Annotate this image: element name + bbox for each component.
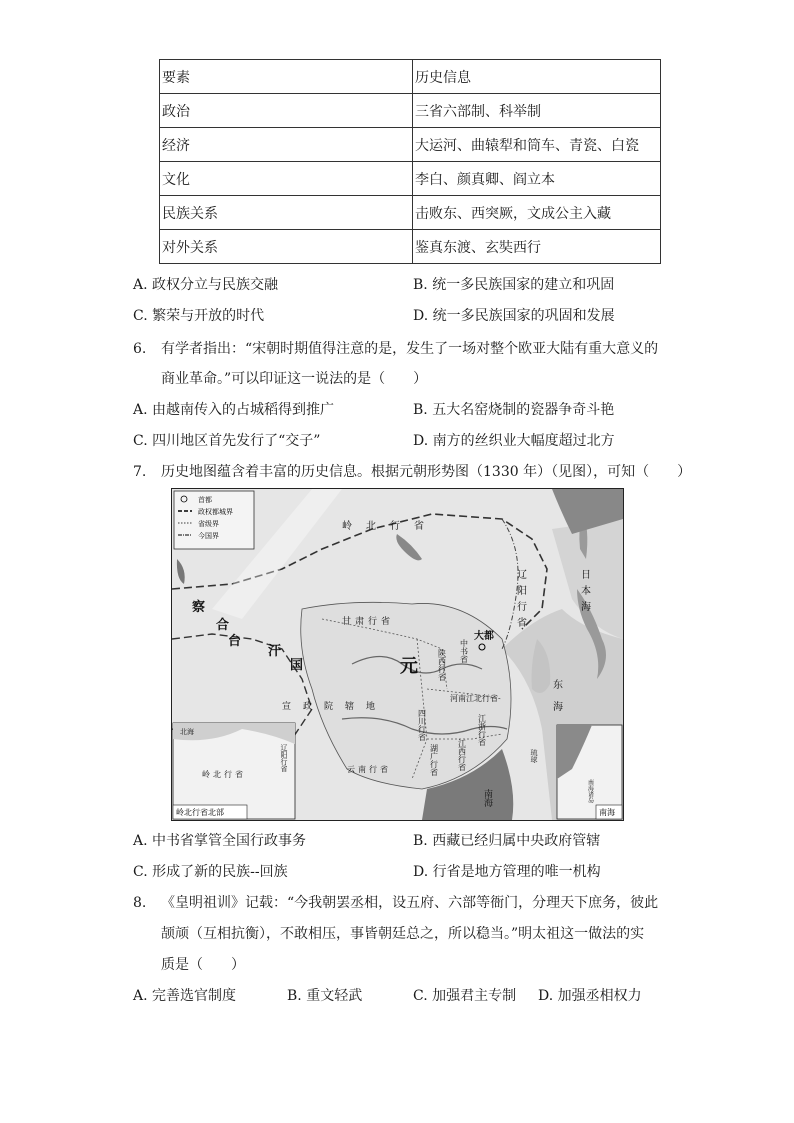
map-label-henanjiangbei: 河南江北行省 [450,694,498,703]
q8-option-d: D. 加强丞相权力 [538,988,642,1004]
q6-stem-line2: 商业革命。”可以印证这一说法的是（ ） [161,371,428,387]
q5-option-d: D. 统一多民族国家的巩固和发展 [413,308,615,324]
inset-left-liaoyang: 辽阳行省 [280,744,288,772]
q5-option-a: A. 政权分立与民族交融 [133,277,279,293]
inset-left-prov: 岭北行省 [202,770,246,779]
q6-option-d: D. 南方的丝织业大幅度超过北方 [413,433,615,449]
table-cell: 政治 [160,94,413,128]
table-cell: 大运河、曲辕犁和筒车、青瓷、白瓷 [413,128,661,162]
q8-option-b: B. 重文轻武 [287,988,363,1004]
q6-option-a: A. 由越南传入的占城稻得到推广 [133,402,335,418]
q8-stem-line3: 质是（ ） [161,957,245,973]
table-row [160,128,661,162]
q8-number: 8. [133,895,147,911]
map-label-sea-japan: 日本海 [578,569,590,617]
yuan-dynasty-map [171,488,624,821]
q7-option-b: B. 西藏已经归属中央政府管辖 [413,833,601,849]
table-cell: 对外关系 [160,230,413,264]
map-label-taiwan: 琉球 [530,749,538,763]
map-label-jiangxi: 江西行省 [457,739,467,771]
q8-option-c: C. 加强君主专制 [413,988,517,1004]
table-cell: 要素 [160,60,413,94]
table-cell: 历史信息 [413,60,661,94]
map-label-huguang: 湖广行省 [429,744,439,776]
table-row [160,94,661,128]
map-label-chagatai-4: 汗 [268,644,282,659]
q6-number: 6. [133,341,147,357]
table-cell: 击败东、西突厥，文成公主入藏 [413,196,661,230]
q7-option-a: A. 中书省掌管全国行政事务 [133,833,307,849]
q7-option-d: D. 行省是地方管理的唯一机构 [413,864,601,880]
map-label-sichuan: 四川行省 [417,709,427,741]
legend-dynasty-label: 政权都城界 [198,508,233,516]
table-cell: 李白、颜真卿、阎立本 [413,162,661,196]
q8-stem-line2: 颉颃（互相抗衡），不敢相压，事皆朝廷总之，所以稳当。”明太祖这一做法的实 [161,926,645,942]
q6-option-c: C. 四川地区首先发行了“交子” [133,433,321,449]
q8-option-a: A. 完善选官制度 [133,988,237,1004]
q7-stem: 历史地图蕴含着丰富的历史信息。根据元朝形势图（1330 年）（见图），可知（ ） [161,464,692,480]
map-label-shaanxi: 陕西行省 [437,649,447,681]
map-label-gansu: 甘肃行省 [342,617,395,627]
q6-stem-line1: 有学者指出：“宋朝时期值得注意的是，发生了一场对整个欧亚大陆有重大意义的 [161,341,659,357]
map-label-chagatai-1: 察 [192,600,206,615]
map-label-east-sea: 东海 [550,679,562,723]
map-label-liaoyang: 辽阳行省 [514,569,526,633]
map-label-chagatai-2: 合 [216,618,230,633]
inset-left-sea: 北海 [180,728,194,736]
table-cell: 民族关系 [160,196,413,230]
map-label-zhongshu: 中书省 [459,639,469,663]
table-cell: 三省六部制、科举制 [413,94,661,128]
table-row [160,230,661,264]
map-label-lingbei: 岭北行省 [342,521,438,532]
map-label-capital: 大都 [474,631,494,642]
map-label-chagatai-5: 国 [290,658,304,673]
map-label-yunnan: 云南行省 [347,765,391,774]
map-label-south-sea: 南海 [482,789,492,807]
inset-right-caption: 南海 [599,808,615,817]
table-row [160,196,661,230]
map-label-yuan: 元 [400,656,418,677]
history-info-table [159,59,661,264]
legend-modern-label: 今国界 [198,532,219,540]
map-label-chagatai-3: 台 [228,634,242,649]
q8-stem-line1: 《皇明祖训》记载：“今我朝罢丞相，设五府、六部等衙门，分理天下庶务，彼此 [161,895,659,911]
q5-option-c: C. 繁荣与开放的时代 [133,308,265,324]
table-cell: 文化 [160,162,413,196]
inset-right-text: 南海诸岛 [586,779,594,803]
table-header-row [160,60,661,94]
q5-option-b: B. 统一多民族国家的建立和巩固 [413,277,615,293]
q7-option-c: C. 形成了新的民族--回族 [133,864,288,880]
table-row [160,162,661,196]
table-cell: 经济 [160,128,413,162]
legend-province-label: 省级界 [198,520,219,528]
map-label-xuanzheng: 宣政院辖地 [282,702,388,712]
q6-option-b: B. 五大名窑烧制的瓷器争奇斗艳 [413,402,615,418]
table-cell: 鉴真东渡、玄奘西行 [413,230,661,264]
legend-capital-label: 首都 [198,496,212,504]
map-label-jiangzhe: 江浙行省 [477,714,487,746]
q7-number: 7. [133,464,147,480]
inset-left-caption: 岭北行省北部 [176,808,224,817]
